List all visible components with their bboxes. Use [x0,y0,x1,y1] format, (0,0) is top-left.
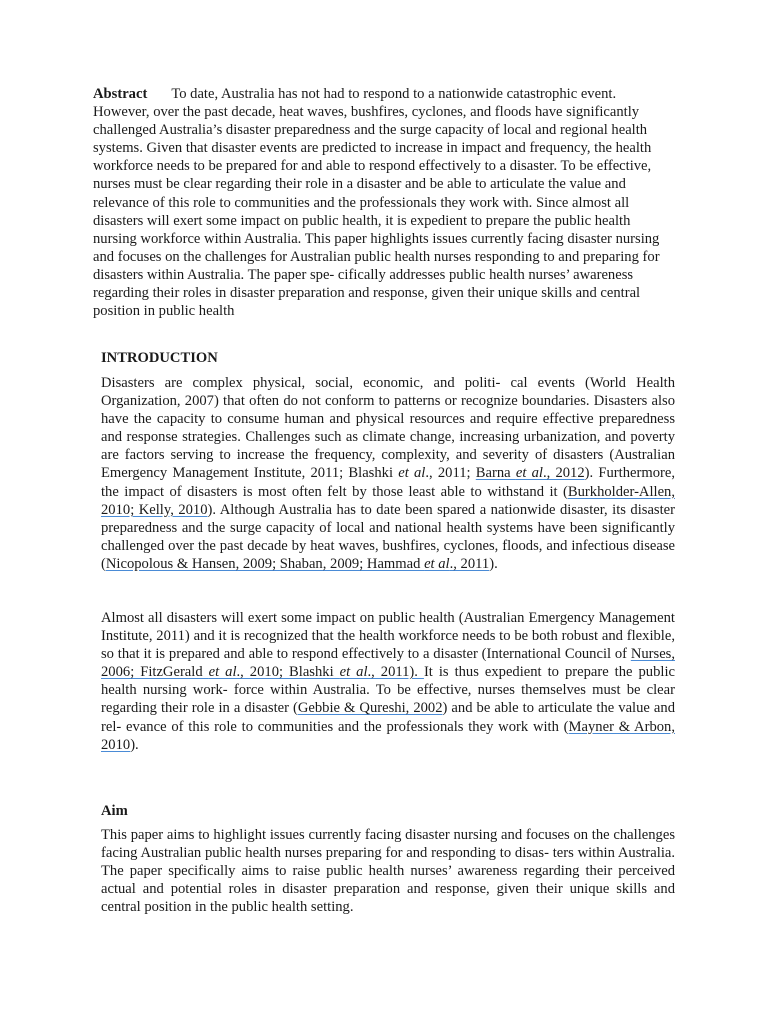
intro-p1-text: ., 2011; [425,465,476,482]
abstract-paragraph [93,85,663,320]
intro-p1-text: ). Although Australia has to date been spared a nationwide disaster, its disaster preparedness and the surge capacity of local and national health systems have been significantly challenged over the past decade by heat waves, bushfires, cyclones, floods, and infectious disease ( [101,501,675,572]
intro-p1-et-al: et al [398,465,426,482]
intro-p2-text: ) and be able to articulate the value and rel- evance of this role to communities and the professionals they work with ( [101,700,675,735]
citation-link-gebbie[interactable]: Gebbie & Qureshi, 2002 [297,700,443,717]
aim-heading: Aim [101,803,128,819]
citation-link-mayner[interactable]: Mayner & Arbon, 2010 [101,718,675,753]
citation-link-barna[interactable]: Barna et al., 2012 [475,465,585,482]
aim-paragraph: This paper aims to highlight issues currently facing disaster nursing and focuses on the challenges facing Australian public health nurses preparing for and responding to disas- ters within Australia. The paper specifically aims to raise public health nurses’ awareness regarding their perceived actual and potential roles in disaster preparation and response, given their unique skills and central position in the public health setting. [101,827,675,916]
intro-p1-text: ). Furthermore, the impact of disasters is most often felt by those least able to withstand it ( [101,465,675,500]
intro-p2-text: ). [130,736,139,753]
introduction-heading: INTRODUCTION [101,350,218,366]
intro-p2-text: It is thus expedient to prepare the public health nursing work- force within Australia. To be effective, nurses themselves must be clear regarding their role in a disaster ( [101,664,675,717]
abstract-text: To date, Australia has not had to respond to a nationwide catastrophic event. However, over the past decade, heat waves, bushfires, cyclones, and floods have significantly challenged Australia’s disaster preparedness and the surge capacity of local and regional health systems. Given that disaster events are predicted to increase in impact and frequency, the health workforce needs to be prepared for and able to respond effectively to a disaster. To be effective, nurses must be clear regarding their role in a disaster and be able to articulate the value and relevance of this role to communities and the professionals they work with. Since almost all disasters will exert some impact on public health, it is expedient to prepare the public health nursing workforce within Australia. This paper highlights issues currently facing disaster nursing and focuses on the challenges for Australian public health nurses responding to and preparing for disasters within Australia. The paper spe- cifically addresses public health nurses’ awareness regarding their roles in disaster preparation and response, given their unique skills and central position in public health [93,86,660,320]
intro-p2-text: Almost all disasters will exert some impact on public health (Australian Emergency Management Institute, 2011) and it is recognized that the health workforce needs to be both robust and flexible, so that it is prepared and able to respond effectively to a disaster (International Council of [101,610,675,663]
intro-p1-text: Disasters are complex physical, social, economic, and politi- cal events (World Health Organization, 2007) that often do not conform to patterns or recognize boundaries. Disasters also have the capacity to consume human and physical resources and require effective preparedness and response strategies. Challenges such as climate change, increasing urbanization, and poverty are factors serving to increase the frequency, complexity, and severity of disasters (Australian Emergency Management Institute, 2011; Blashki [101,375,675,482]
citation-link-burkholder-allen[interactable]: Burkholder-Allen, 2010; Kelly, 2010 [101,483,675,518]
abstract-label: Abstract [93,86,148,102]
intro-p1-text: ). [489,555,498,572]
introduction-paragraph-2 [101,609,675,754]
introduction-paragraph-1 [101,374,675,573]
citation-link-nicopolous[interactable]: Nicopolous & Hansen, 2009; Shaban, 2009; Hammad et al., 2011 [105,555,490,572]
citation-link-nurses-fitzgerald-blashki[interactable]: Nurses, 2006; FitzGerald et al., 2010; Blashki et al., 2011). [101,646,675,681]
